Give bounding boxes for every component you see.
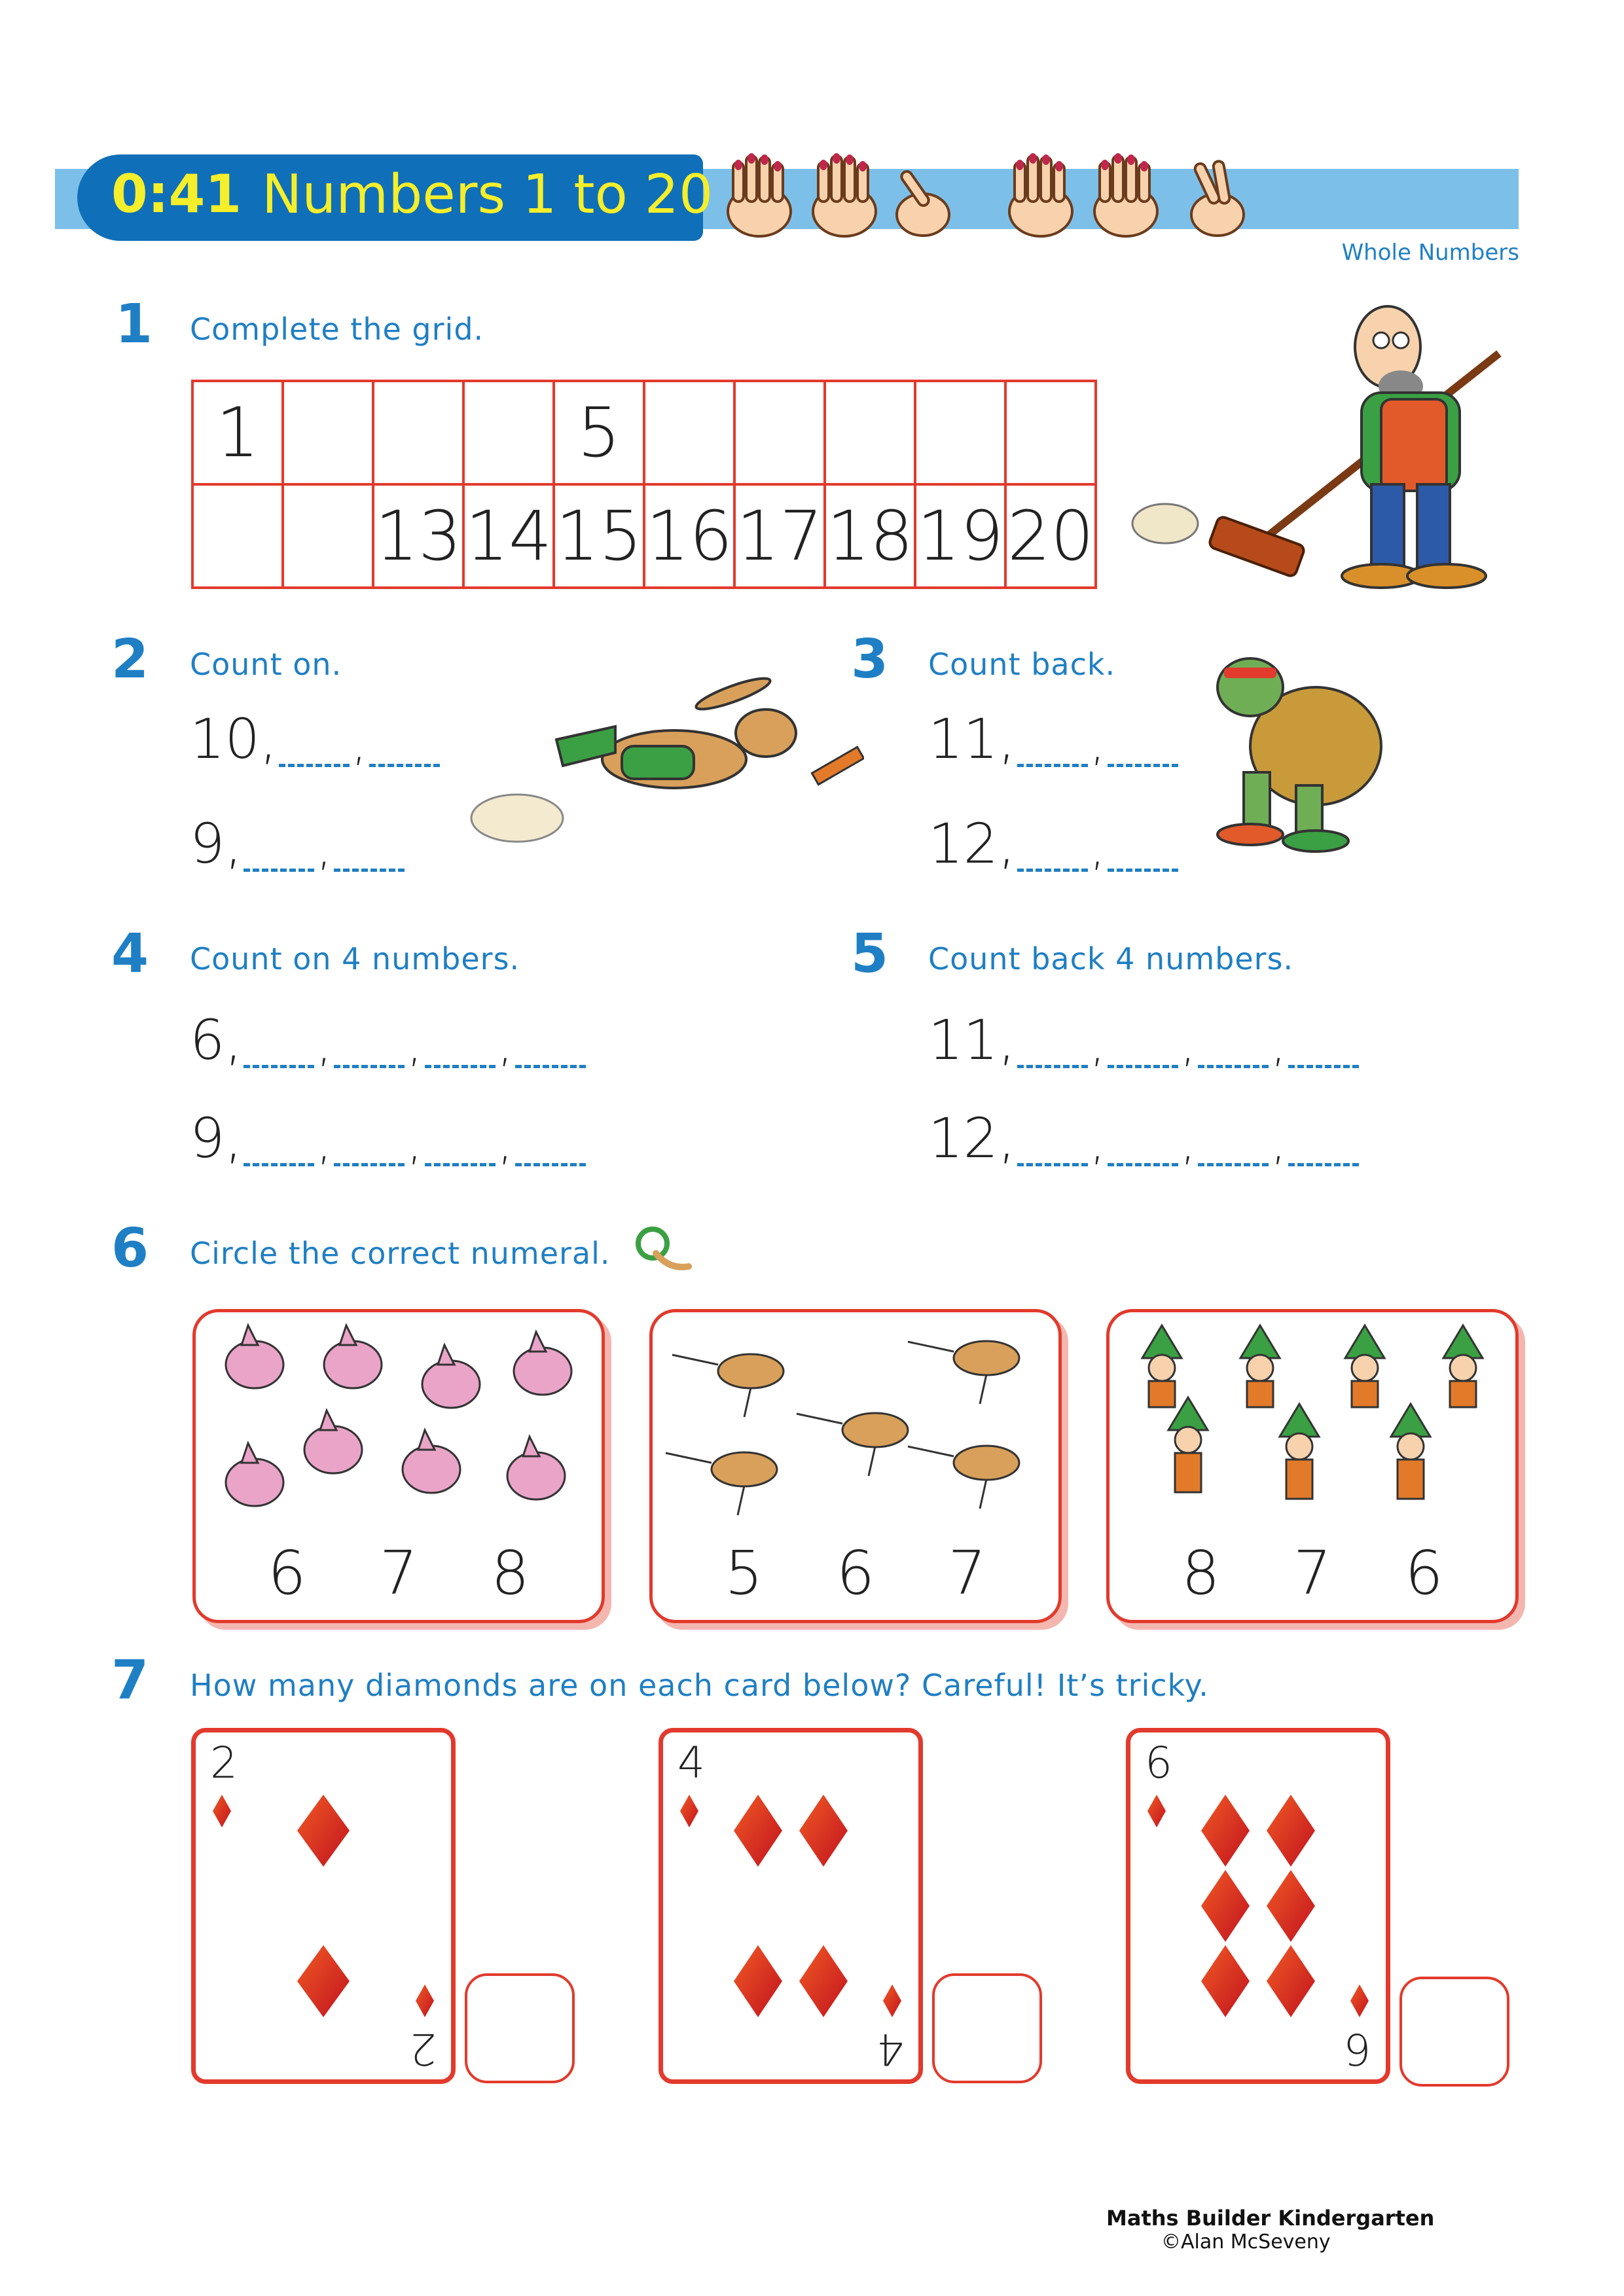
two-fingers-hand-icon: [1191, 160, 1244, 236]
grid-cell[interactable]: 20: [1005, 484, 1096, 588]
bird-icon: [797, 1413, 908, 1476]
count-back-sequence: 11, ,: [928, 707, 1178, 771]
count-on-sequence: 10, ,: [190, 707, 440, 771]
numeral-option[interactable]: 6: [1405, 1538, 1443, 1608]
grid-cell[interactable]: 18: [825, 484, 915, 588]
grid-cell[interactable]: 13: [373, 484, 463, 588]
bird-group-illustration: [659, 1319, 1052, 1535]
lesson-code: 0:41: [111, 164, 242, 224]
diamond-icon: [734, 1945, 782, 2017]
grid-cell[interactable]: 5: [554, 381, 644, 484]
wolf-icon: [403, 1430, 460, 1493]
diamond-icon: [1267, 1795, 1315, 1867]
wolf-icon: [514, 1332, 571, 1395]
question-instruction: Circle the correct numeral.: [190, 1236, 611, 1271]
question-instruction: Count on.: [190, 647, 342, 682]
answer-blank[interactable]: [1288, 1162, 1359, 1166]
grid-cell[interactable]: [192, 484, 283, 588]
diamond-icon: [1267, 1870, 1315, 1942]
wolf-group-illustration: [202, 1319, 595, 1535]
numeral-options: [1110, 1538, 1515, 1608]
numeral-option[interactable]: 6: [268, 1538, 306, 1608]
bird-icon: [908, 1341, 1019, 1404]
grid-cell[interactable]: [283, 484, 373, 588]
wolf-icon: [324, 1325, 382, 1388]
elf-icon: [1142, 1325, 1182, 1407]
question-instruction: Complete the grid.: [190, 312, 484, 347]
grid-cell[interactable]: [373, 381, 463, 484]
grid-cell[interactable]: [734, 381, 825, 484]
sequence-start: 11,: [928, 707, 1016, 771]
sequence-start: 12,: [928, 1106, 1016, 1170]
counting-panel: [1106, 1309, 1519, 1623]
answer-blank[interactable]: [244, 1064, 314, 1068]
question-number: 6: [111, 1217, 149, 1280]
question-number: 5: [851, 923, 889, 985]
answer-box[interactable]: [932, 1973, 1042, 2083]
diamond-icon: [297, 1945, 350, 2017]
diamond-icon: [1201, 1870, 1250, 1942]
question-number: 4: [111, 923, 149, 985]
playing-card: [659, 1728, 923, 2084]
diamond-icon: [416, 1984, 434, 2017]
diamond-icon: [734, 1795, 782, 1867]
elf-icon: [1443, 1325, 1483, 1407]
answer-blank[interactable]: [334, 867, 405, 872]
elf-icon: [1240, 1325, 1280, 1407]
numeral-option[interactable]: 7: [379, 1538, 418, 1608]
numeral-options: [196, 1538, 602, 1608]
bird-icon: [672, 1354, 784, 1417]
answer-blank[interactable]: [369, 762, 440, 767]
diamond-icon: [799, 1945, 848, 2017]
answer-blank[interactable]: [334, 1064, 405, 1068]
card-corner-number: 6: [1344, 2024, 1371, 2074]
numeral-option[interactable]: 8: [491, 1538, 530, 1608]
pointing-hand-icon: [897, 170, 949, 236]
answer-blank[interactable]: [1017, 867, 1088, 872]
numeral-option[interactable]: 5: [725, 1538, 763, 1608]
sequence-start: 6,: [190, 1008, 243, 1072]
card-corner-number: 2: [409, 2024, 437, 2074]
counting-panel: [649, 1309, 1062, 1623]
sequence-start: 10,: [190, 707, 278, 771]
count-on-sequence: 9, , , ,: [190, 1106, 586, 1170]
answer-blank[interactable]: [1108, 867, 1178, 872]
playing-card: [191, 1728, 456, 2084]
count-on-sequence: 6, , , ,: [190, 1008, 586, 1072]
grid-cell[interactable]: 17: [734, 484, 825, 588]
diamond-icon: [680, 1795, 698, 1827]
diamond-icon: [213, 1795, 231, 1827]
answer-box[interactable]: [465, 1973, 575, 2083]
card-corner-number: 6: [1145, 1738, 1172, 1788]
footer-copyright: ©Alan McSeveny: [1161, 2231, 1331, 2253]
grid-cell[interactable]: 16: [644, 484, 734, 588]
answer-blank[interactable]: [334, 1162, 405, 1166]
question-instruction: Count back 4 numbers.: [928, 941, 1294, 977]
diamond-icon: [1267, 1945, 1315, 2017]
question-number: 1: [115, 293, 153, 355]
grid-cell[interactable]: [825, 381, 915, 484]
question-number: 2: [111, 628, 149, 691]
answer-blank[interactable]: [515, 1064, 586, 1068]
answer-blank[interactable]: [1017, 1162, 1088, 1166]
sequence-start: 11,: [928, 1008, 1016, 1072]
answer-blank[interactable]: [1288, 1064, 1359, 1068]
sequence-start: 9,: [190, 812, 243, 876]
grid-cell[interactable]: [1005, 381, 1096, 484]
numeral-options: [653, 1538, 1058, 1608]
answer-blank[interactable]: [515, 1162, 586, 1166]
playing-card: [1126, 1728, 1390, 2084]
diamond-icon: [297, 1795, 350, 1867]
counting-panel: [192, 1309, 605, 1623]
diamond-icon: [1350, 1984, 1369, 2017]
numeral-option[interactable]: 7: [1293, 1538, 1332, 1608]
answer-blank[interactable]: [279, 762, 350, 767]
grid-cell[interactable]: [644, 381, 734, 484]
card-corner-number: 4: [677, 1738, 705, 1788]
wolf-icon: [226, 1443, 283, 1506]
elf-icon: [1391, 1404, 1430, 1499]
count-back-sequence: 12, , , ,: [928, 1106, 1359, 1170]
numeral-option[interactable]: 8: [1182, 1538, 1220, 1608]
answer-blank[interactable]: [1198, 1064, 1269, 1068]
diamond-icon: [1201, 1945, 1250, 2017]
section-label: Whole Numbers: [1341, 240, 1519, 266]
grid-cell[interactable]: [915, 381, 1005, 484]
numeral-option[interactable]: 7: [948, 1538, 986, 1608]
question-instruction: Count back.: [928, 647, 1116, 682]
grid-cell[interactable]: 19: [915, 484, 1005, 588]
sequence-start: 12,: [928, 812, 1016, 876]
count-back-sequence: 11, , , ,: [928, 1008, 1359, 1072]
bird-icon: [666, 1452, 777, 1515]
footer-book-title: Maths Builder Kindergarten: [1106, 2206, 1435, 2231]
numeral-option[interactable]: 6: [836, 1538, 875, 1608]
answer-blank[interactable]: [425, 1162, 496, 1166]
wolf-icon: [304, 1410, 362, 1473]
grid-cell[interactable]: [283, 381, 373, 484]
grid-cell[interactable]: 15: [554, 484, 644, 588]
answer-blank[interactable]: [244, 1162, 314, 1166]
answer-blank[interactable]: [1198, 1162, 1269, 1166]
question-instruction: Count on 4 numbers.: [190, 941, 520, 977]
card-corner-number: 4: [876, 2024, 904, 2074]
worm-icon: [630, 1224, 702, 1276]
grid-row: [192, 484, 1096, 588]
elf-group-illustration: [1116, 1319, 1509, 1535]
grid-cell[interactable]: 1: [192, 381, 283, 484]
tortoise-illustration: [1198, 641, 1414, 857]
diamond-icon: [1201, 1795, 1250, 1867]
running-rabbit-illustration: [458, 661, 864, 857]
answer-blank[interactable]: [1108, 1064, 1178, 1068]
sequence-start: 9,: [190, 1106, 243, 1170]
count-on-sequence: 9, ,: [190, 812, 405, 876]
wolf-icon: [226, 1325, 283, 1388]
answer-blank[interactable]: [1108, 1162, 1178, 1166]
question-number: 3: [851, 628, 889, 691]
answer-blank[interactable]: [1017, 762, 1088, 767]
page-title: Numbers 1 to 20: [262, 164, 713, 226]
question-instruction: How many diamonds are on each card below? Careful! It’s tricky.: [190, 1668, 1209, 1703]
count-back-sequence: 12, ,: [928, 812, 1178, 876]
number-grid: [191, 380, 1097, 589]
grid-cell[interactable]: [463, 381, 554, 484]
elf-icon: [1345, 1325, 1384, 1407]
counting-hands-illustration: [713, 149, 1276, 247]
diamond-icon: [883, 1984, 901, 2017]
answer-box[interactable]: [1399, 1977, 1509, 2087]
wolf-icon: [507, 1437, 565, 1499]
answer-blank[interactable]: [1017, 1064, 1088, 1068]
question-number: 7: [111, 1649, 149, 1712]
wolf-icon: [422, 1345, 480, 1408]
diamond-icon: [1147, 1795, 1166, 1827]
grid-row: [192, 381, 1096, 484]
diamond-icon: [799, 1795, 848, 1867]
elf-icon: [1168, 1397, 1208, 1492]
bird-icon: [908, 1446, 1019, 1509]
answer-blank[interactable]: [244, 867, 314, 872]
answer-blank[interactable]: [1108, 762, 1178, 767]
sweeping-man-illustration: [1113, 268, 1519, 609]
elf-icon: [1280, 1404, 1319, 1499]
grid-cell[interactable]: 14: [463, 484, 554, 588]
answer-blank[interactable]: [425, 1064, 496, 1068]
card-corner-number: 2: [210, 1738, 238, 1788]
